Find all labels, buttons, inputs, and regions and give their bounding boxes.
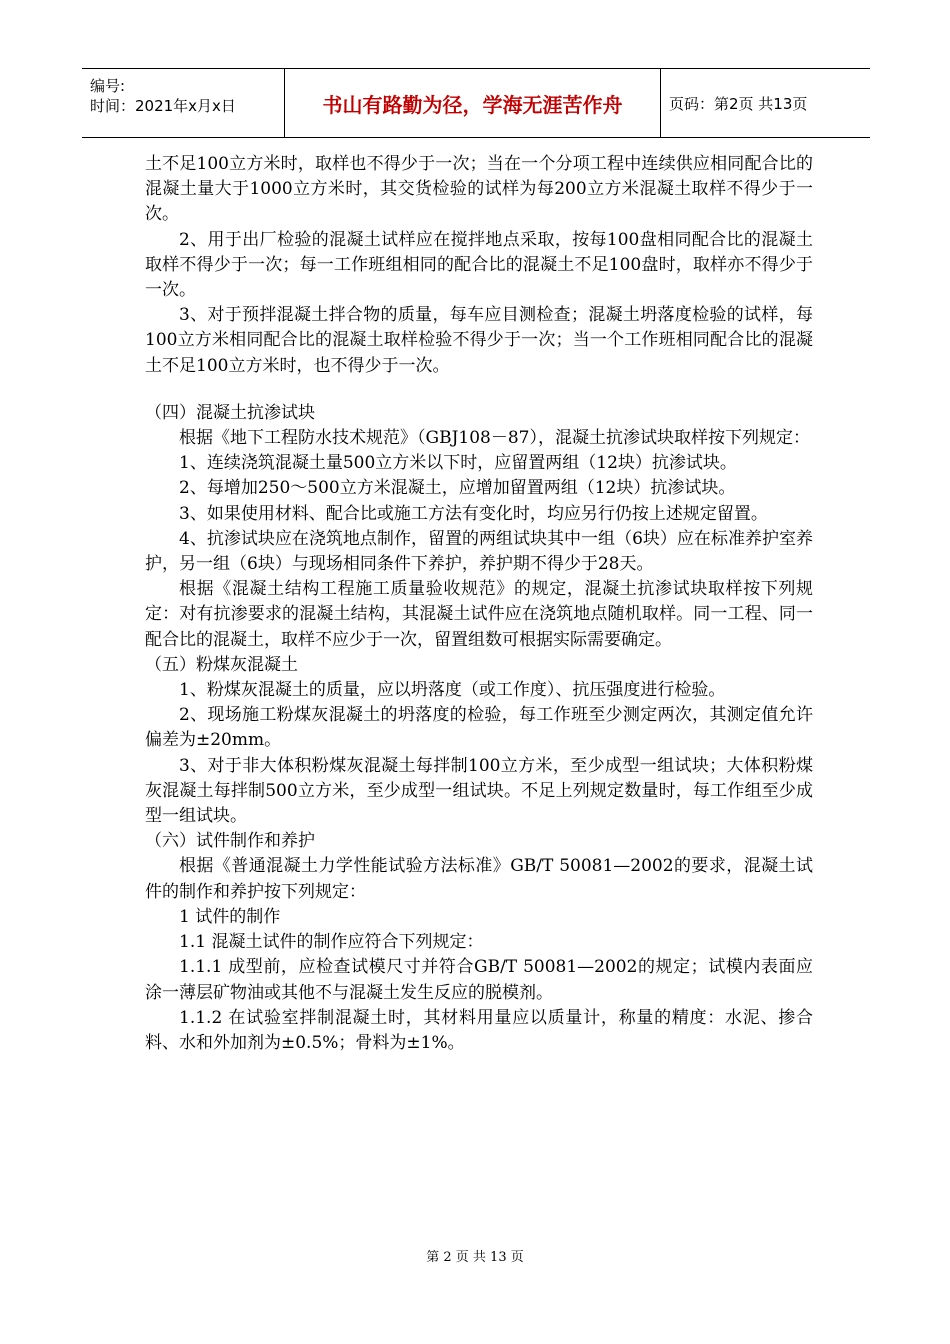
page-footer: 第 2 页 共 13 页 bbox=[426, 1250, 524, 1265]
body-paragraph: 3、对于预拌混凝土拌合物的质量，每车应目测检查；混凝土坍落度检验的试样，每100立方米相同配合比的混凝土取样检验不得少于一次；当一个工作班相同配合比的混凝土不足100立方米时，也不得少于一次。 bbox=[145, 305, 813, 376]
body-paragraph: 1.1 混凝土试件的制作应符合下列规定： bbox=[179, 932, 484, 953]
body-paragraph: 1.1.1 成型前，应检查试模尺寸并符合GB/T 50081—2002的规定；试模内表面应涂一薄层矿物油或其他不与混凝土发生反应的脱模剂。 bbox=[145, 957, 813, 1003]
body-paragraph: 2、每增加250～500立方米混凝土，应增加留置两组（12块）抗渗试块。 bbox=[179, 478, 736, 499]
header-page-info: 页码：第2页 共13页 bbox=[669, 94, 808, 113]
body-paragraph: 1、粉煤灰混凝土的质量，应以坍落度（或工作度）、抗压强度进行检验。 bbox=[179, 680, 726, 701]
paragraph-spacer bbox=[145, 379, 813, 401]
body-paragraph: 1.1.2 在试验室拌制混凝土时，其材料用量应以质量计，称量的精度：水泥、掺合料、水和外加剂为±0.5%；骨料为±1%。 bbox=[145, 1007, 813, 1053]
body-paragraph: 根据《普通混凝土力学性能试验方法标准》GB/T 50081—2002的要求，混凝土试件的制作和养护按下列规定： bbox=[145, 856, 813, 902]
body-paragraph: （五）粉煤灰混凝土 bbox=[145, 654, 298, 675]
header-meta bbox=[82, 69, 285, 137]
body-paragraph: 1、连续浇筑混凝土量500立方米以下时，应留置两组（12块）抗渗试块。 bbox=[179, 453, 737, 474]
body-paragraph: 3、如果使用材料、配合比或施工方法有变化时，均应另行仍按上述规定留置。 bbox=[179, 503, 768, 524]
body-paragraph: 1 试件的制作 bbox=[179, 906, 281, 927]
body-paragraph: 2、现场施工粉煤灰混凝土的坍落度的检验，每工作班至少测定两次，其测定值允许偏差为±20mm。 bbox=[145, 705, 813, 751]
body-paragraph: 3、对于非大体积粉煤灰混凝土每拌制100立方米，至少成型一组试块；大体积粉煤灰混凝土每拌制500立方米，至少成型一组试块。不足上列规定数量时，每工作组至少成型一组试块。 bbox=[145, 755, 813, 827]
header-motto: 书山有路勤为径，学海无涯苦作舟 bbox=[285, 69, 661, 137]
doc-time-label: 时间：2021年x月x日 bbox=[90, 97, 236, 115]
body-paragraph: （六）试件制作和养护 bbox=[145, 831, 315, 852]
doc-number-label: 编号: bbox=[90, 77, 126, 95]
document-body bbox=[145, 152, 813, 1056]
body-paragraph: （四）混凝土抗渗试块 bbox=[145, 402, 315, 423]
body-paragraph: 根据《混凝土结构工程施工质量验收规范》的规定，混凝土抗渗试块取样按下列规定：对有抗渗要求的混凝土结构，其混凝土试件应在浇筑地点随机取样。同一工程、同一配合比的混凝土，取样不应少于一次，留置组数可根据实际需要确定。 bbox=[145, 579, 813, 650]
page-header bbox=[82, 68, 870, 138]
body-paragraph: 4、抗渗试块应在浇筑地点制作，留置的两组试块其中一组（6块）应在标准养护室养护，另一组（6块）与现场相同条件下养护，养护期不得少于28天。 bbox=[145, 528, 813, 575]
body-paragraph: 2、用于出厂检验的混凝土试样应在搅拌地点采取，按每100盘相同配合比的混凝土取样不得少于一次；每一工作班组相同的配合比的混凝土不足100盘时，取样亦不得少于一次。 bbox=[145, 229, 813, 301]
body-paragraph: 土不足100立方米时，取样也不得少于一次；当在一个分项工程中连续供应相同配合比的混凝土量大于1000立方米时，其交货检验的试样为每200立方米混凝土取样不得少于一次。 bbox=[145, 154, 813, 225]
body-paragraph: 根据《地下工程防水技术规范》（GBJ108－87），混凝土抗渗试块取样按下列规定： bbox=[179, 428, 810, 449]
